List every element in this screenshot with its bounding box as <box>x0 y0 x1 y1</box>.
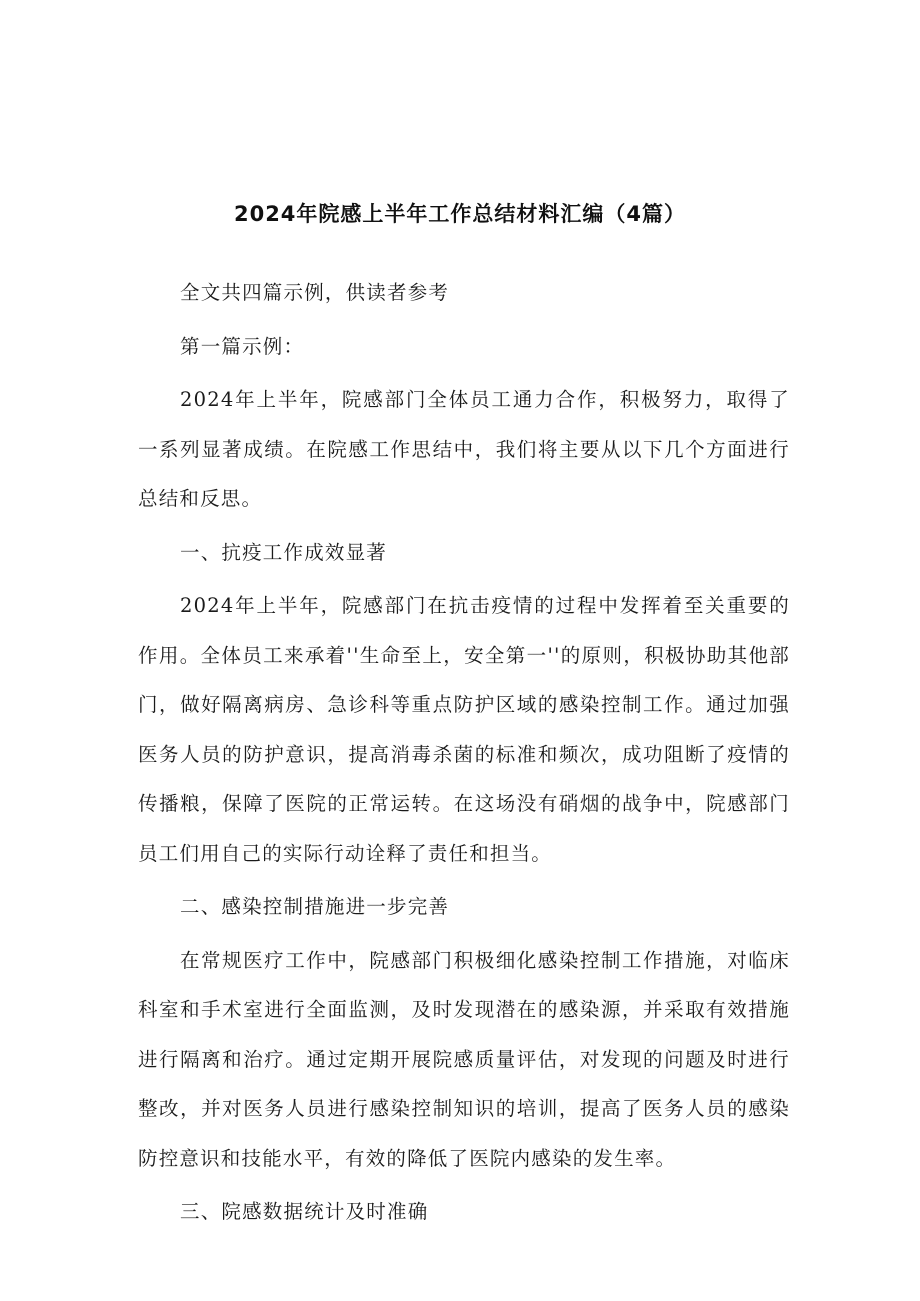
section-heading: 一、抗疫工作成效显著 <box>180 540 388 564</box>
section-heading: 三、院感数据统计及时准确 <box>180 1200 429 1223</box>
body-paragraph: 2024年上半年，院感部门在抗击疫情的过程中发挥着至关重要的作用。全体员工来承着''生命至上，安全第一''的原则，积极协助其他部门，做好隔离病房、急诊科等重点防护区域的感染控制工作。通过加强医务人员的防护意识，提高消毒杀菌的标准和频次，成功阻断了疫情的传播粮，保障了医院的正常运转。在这场没有硝烟的战争中，院感部门员工们用自己的实际行动诠释了责任和担当。 <box>138 594 790 865</box>
body-paragraph: 2024年上半年，院感部门全体员工通力合作，积极努力，取得了一系列显著成绩。在院感工作思结中，我们将主要从以下几个方面进行总结和反思。 <box>138 388 790 510</box>
body-paragraph: 在常规医疗工作中，院感部门积极细化感染控制工作措施，对临床科室和手术室进行全面监测，及时发现潜在的感染源，并采取有效措施进行隔离和治疗。通过定期开展院感质量评估，对发现的问题及时进行整改，并对医务人员进行感染控制知识的培训，提高了医务人员的感染防控意识和技能水平，有效的降低了医院内感染的发生率。 <box>138 948 790 1170</box>
intro-note: 全文共四篇示例，供读者参考 <box>180 281 450 304</box>
document-body <box>138 268 790 1241</box>
document-title: 2024年院感上半年工作总结材料汇编（4篇） <box>233 202 687 226</box>
section-heading: 二、感染控制措施进一步完善 <box>180 895 450 918</box>
example-heading: 第一篇示例： <box>180 334 305 358</box>
